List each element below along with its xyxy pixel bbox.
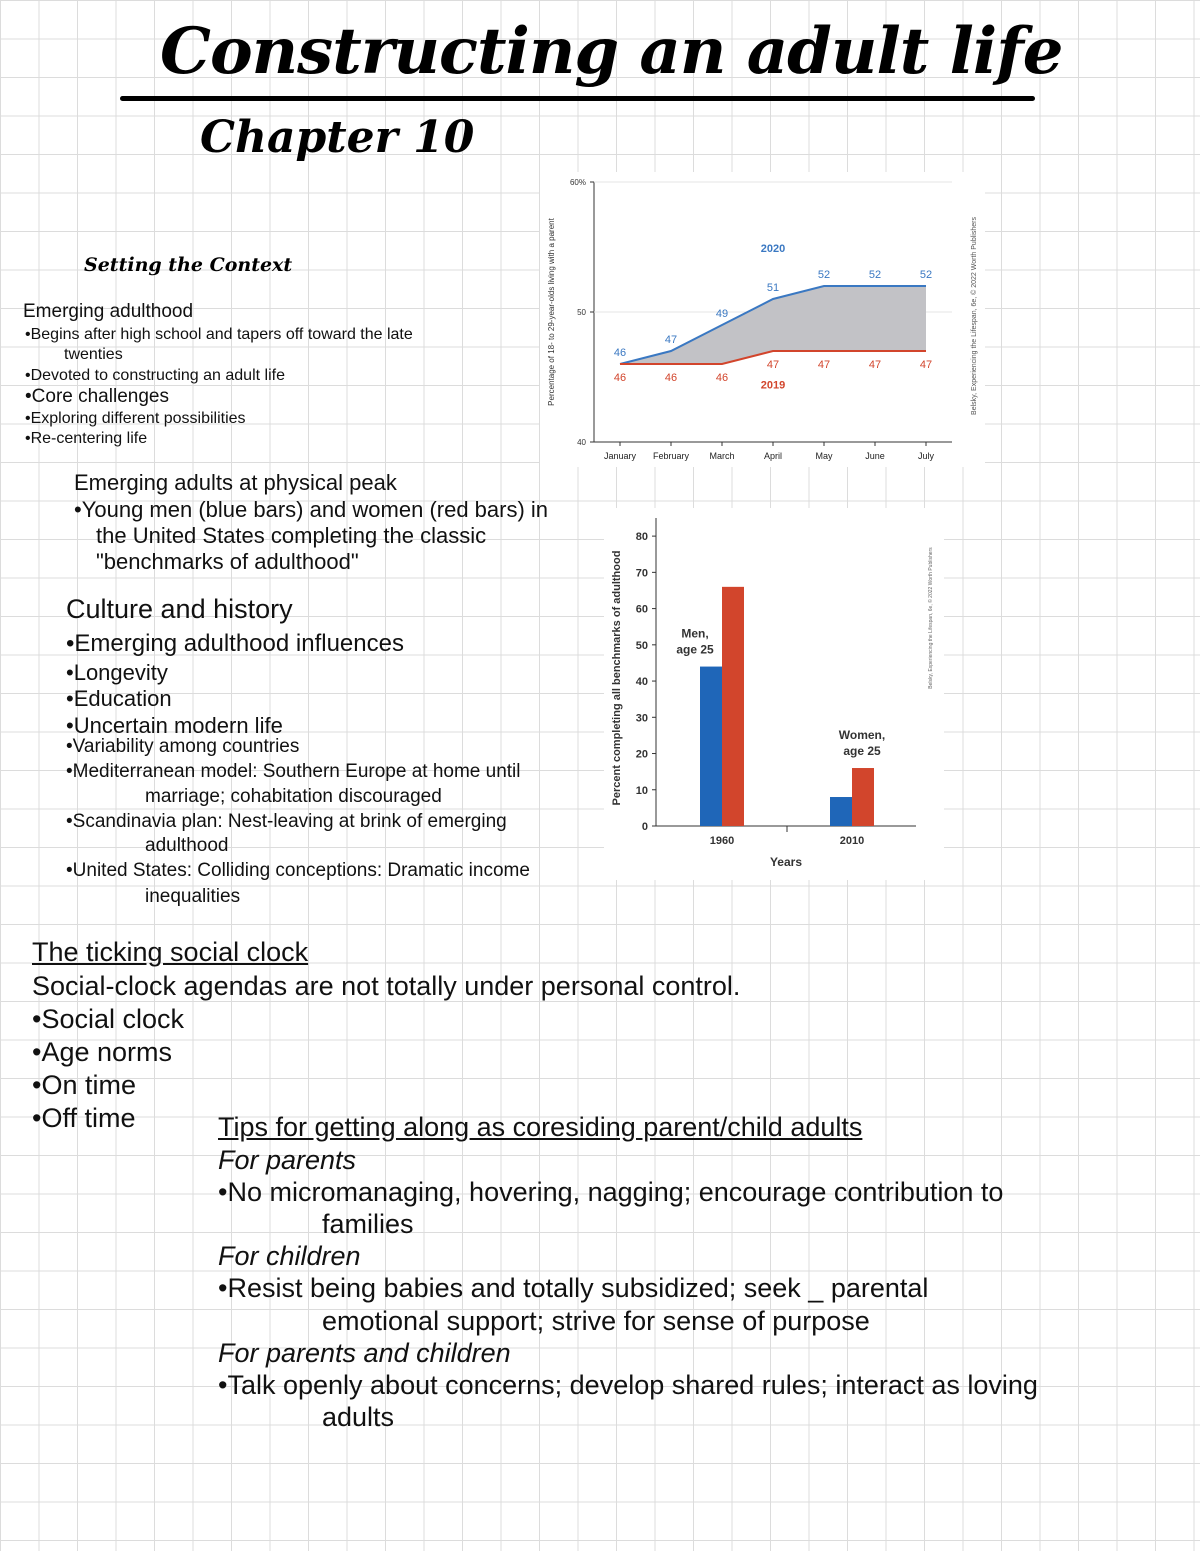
x-tick-label: 1960 <box>709 835 735 847</box>
emerging-item: •Devoted to constructing an adult life <box>25 367 285 384</box>
tips-parents-line: families <box>322 1209 414 1239</box>
y-tick-label: 0 <box>641 821 648 833</box>
chapter-subtitle: Chapter 10 <box>200 112 475 163</box>
y-tick-label: 10 <box>635 784 648 797</box>
tips-both-label: For parents and children <box>218 1338 511 1368</box>
x-tick-label: 2010 <box>839 835 865 847</box>
annotation-women: Women, <box>838 728 886 743</box>
data-label: 46 <box>715 372 729 384</box>
y-tick-label: 60 <box>635 603 648 616</box>
culture-item: •Education <box>66 686 172 711</box>
data-label: 47 <box>817 359 831 371</box>
culture-item: •Scandinavia plan: Nest-leaving at brink of emerging <box>66 811 507 832</box>
data-label: 52 <box>817 269 831 281</box>
data-label: 47 <box>868 359 882 371</box>
emerging-item: •Re-centering life <box>25 430 148 447</box>
chart-credit: Belsky, Experiencing the Lifespan, 6e, © 2022 Worth Publishers <box>928 547 934 689</box>
benchmarks-bar-chart <box>604 508 944 880</box>
x-tick-label: March <box>709 451 735 461</box>
social-clock-heading: The ticking social clock <box>32 937 309 967</box>
tips-heading: Tips for getting along as coresiding parent/child adults <box>218 1112 863 1142</box>
x-tick-label: July <box>917 451 935 461</box>
data-label: 52 <box>919 269 933 281</box>
social-clock-item: •Off time <box>32 1103 136 1133</box>
y-tick-label: 50 <box>635 639 648 652</box>
social-clock-item: •Social clock <box>32 1004 185 1034</box>
data-label: 46 <box>613 372 627 384</box>
tips-children-label: For children <box>218 1241 361 1271</box>
x-tick-label: April <box>763 451 783 461</box>
y-axis-title: Percent completing all benchmarks of adulthood <box>611 550 623 806</box>
social-clock-item: •On time <box>32 1070 136 1100</box>
peak-line: •Young men (blue bars) and women (red bars) in <box>74 497 549 522</box>
culture-item: •Uncertain modern life <box>66 713 283 738</box>
culture-item: marriage; cohabitation discouraged <box>145 786 442 807</box>
culture-heading: Culture and history <box>66 594 293 624</box>
page-title: Constructing an adult life <box>160 14 1063 89</box>
tips-children-line: •Resist being babies and totally subsidized; seek _ parental <box>218 1273 929 1303</box>
bar-women-2010 <box>852 768 874 826</box>
benchmarks-bar-chart-svg <box>604 508 944 880</box>
y-tick-label: 70 <box>635 567 648 580</box>
data-label: 47 <box>766 359 780 371</box>
culture-item: inequalities <box>145 886 241 907</box>
emerging-heading: Emerging adulthood <box>23 301 194 322</box>
x-tick-label: January <box>603 451 637 461</box>
social-clock-item: •Age norms <box>32 1037 173 1067</box>
bar-women-1960 <box>722 587 744 826</box>
emerging-item: •Exploring different possibilities <box>25 410 246 427</box>
culture-item: •United States: Colliding conceptions: Dramatic income <box>66 860 530 881</box>
tips-children-line: emotional support; strive for sense of purpose <box>322 1306 870 1336</box>
annotation-women: age 25 <box>843 744 881 759</box>
data-label: 47 <box>664 334 678 346</box>
tips-both-line: adults <box>322 1402 395 1432</box>
bar-men-1960 <box>700 667 722 826</box>
title-underline <box>120 96 1035 101</box>
annotation-men: age 25 <box>676 642 714 657</box>
x-tick-label: May <box>815 451 833 461</box>
peak-line: the United States completing the classic <box>96 523 487 548</box>
emerging-item: •Core challenges <box>25 386 169 407</box>
y-tick-label: 80 <box>635 531 648 544</box>
culture-item: •Longevity <box>66 660 168 685</box>
y-tick-label: 60% <box>569 178 586 187</box>
culture-item: adulthood <box>145 835 229 856</box>
series-label-2020: 2020 <box>760 243 786 256</box>
y-tick-label: 40 <box>635 676 648 689</box>
peak-heading: Emerging adults at physical peak <box>74 470 397 495</box>
living-with-parent-chart-svg <box>540 172 985 467</box>
living-with-parent-chart <box>540 172 985 467</box>
setting-heading: Setting the Context <box>84 254 293 276</box>
series-label-2019: 2019 <box>760 379 786 392</box>
data-label: 52 <box>868 269 882 281</box>
data-label: 47 <box>919 359 933 371</box>
tips-parents-label: For parents <box>218 1145 357 1175</box>
annotation-men: Men, <box>681 626 709 641</box>
emerging-item: twenties <box>64 346 123 363</box>
y-tick-label: 50 <box>577 308 586 317</box>
y-tick-label: 40 <box>577 438 586 447</box>
x-tick-label: June <box>865 451 885 461</box>
y-tick-label: 20 <box>635 748 648 761</box>
bar-men-2010 <box>830 797 852 826</box>
data-label: 46 <box>664 372 678 384</box>
culture-item: •Emerging adulthood influences <box>66 630 404 657</box>
x-tick-label: February <box>652 451 690 461</box>
chart-credit: Belsky, Experiencing the Lifespan, 6e, © 2022 Worth Publishers <box>971 217 978 415</box>
emerging-item: •Begins after high school and tapers off toward the late <box>25 326 413 343</box>
data-label: 46 <box>613 347 627 359</box>
tips-both-line: •Talk openly about concerns; develop shared rules; interact as loving <box>218 1370 1038 1400</box>
peak-line: "benchmarks of adulthood" <box>96 549 359 574</box>
data-label: 51 <box>766 282 780 294</box>
y-tick-label: 30 <box>635 712 648 725</box>
culture-item: •Mediterranean model: Southern Europe at home until <box>66 761 521 782</box>
x-axis-title: Years <box>769 855 803 869</box>
culture-item: •Variability among countries <box>66 736 300 757</box>
social-clock-intro: Social-clock agendas are not totally under personal control. <box>32 971 741 1001</box>
tips-parents-line: •No micromanaging, hovering, nagging; encourage contribution to <box>218 1177 1004 1207</box>
y-axis-title: Percentage of 18- to 29-year-olds living with a parent <box>547 218 556 406</box>
data-label: 49 <box>715 308 729 320</box>
